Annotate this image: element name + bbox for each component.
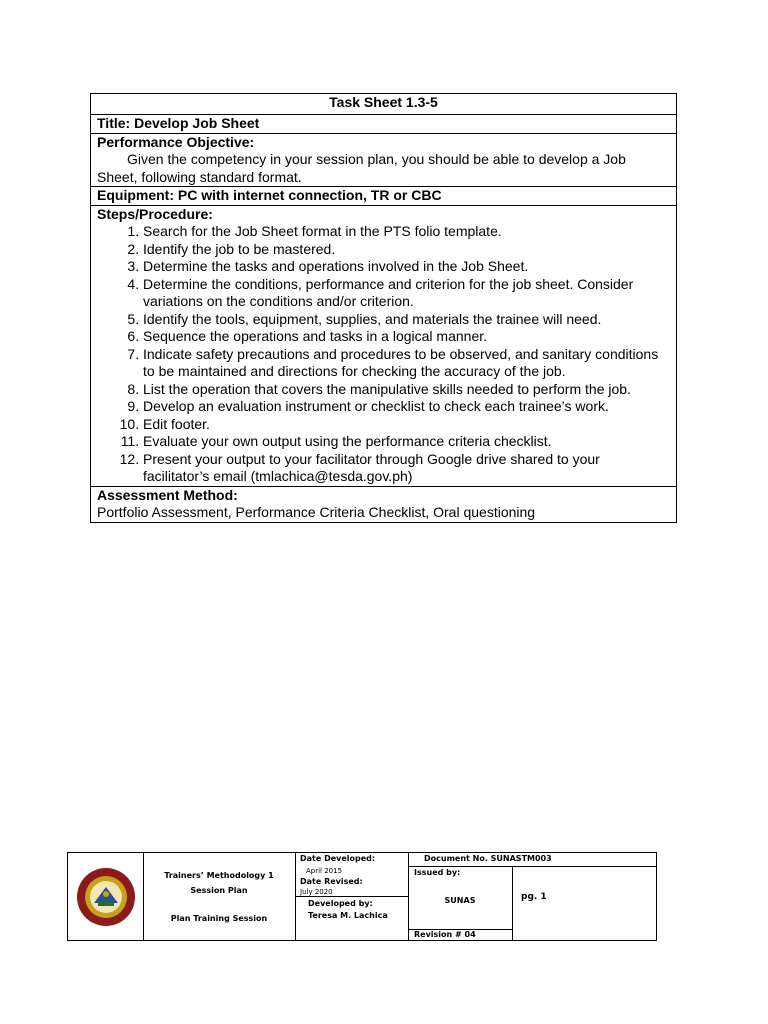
task-sheet-heading: Task Sheet 1.3-5 <box>91 94 677 115</box>
step-item: 3. Determine the tasks and operations involved in the Job Sheet. <box>143 258 670 276</box>
developed-by-label: Developed by: <box>308 899 373 908</box>
school-seal <box>74 857 138 937</box>
date-revised: July 2020 <box>300 888 333 896</box>
issued-by-label: Issued by: <box>414 868 461 877</box>
assessment-cell <box>91 486 677 522</box>
document-number: Document No. SUNASTM003 <box>424 854 552 863</box>
issued-by: SUNAS <box>444 896 476 905</box>
date-developed-label: Date Developed: <box>300 854 376 863</box>
step-item: 6. Sequence the operations and tasks in a logical manner. <box>143 328 670 346</box>
assessment-text: Portfolio Assessment, Performance Criteria Checklist, Oral questioning <box>97 504 536 520</box>
session-title: Plan Training Session <box>170 914 268 923</box>
page-number: pg. 1 <box>521 892 547 902</box>
task-title: Title: Develop Job Sheet <box>91 115 677 134</box>
step-item: 5. Identify the tools, equipment, supplies, and materials the trainee will need. <box>143 311 670 329</box>
step-item: 8. List the operation that covers the manipulative skills needed to perform the job. <box>143 381 670 399</box>
objective-label: Performance Objective: <box>97 133 255 150</box>
step-item: 9. Develop an evaluation instrument or checklist to check each trainee’s work. <box>143 398 670 416</box>
steps-cell <box>91 205 677 486</box>
date-developed: April 2015 <box>306 867 343 875</box>
performance-objective-cell <box>91 133 677 187</box>
seal-icon <box>74 857 138 937</box>
date-revised-label: Date Revised: <box>300 877 363 886</box>
step-item: 7. Indicate safety precautions and procedures to be observed, and sanitary conditions to be maintained and directions for checking the accuracy of the job. <box>143 346 670 381</box>
steps-label: Steps/Procedure: <box>97 205 213 222</box>
developed-by: Teresa M. Lachica <box>308 911 388 920</box>
task-sheet-table <box>90 93 677 523</box>
document-footer <box>67 852 657 941</box>
revision-number: Revision # 04 <box>414 930 476 939</box>
course-name: Trainers’ Methodology 1 <box>164 871 274 880</box>
step-item: 2. Identify the job to be mastered. <box>143 241 670 259</box>
assessment-label: Assessment Method: <box>97 486 238 503</box>
step-item: 4. Determine the conditions, performance and criterion for the job sheet. Consider variations on the conditions and/or criterion. <box>143 276 670 311</box>
step-item: 1. Search for the Job Sheet format in the PTS folio template. <box>143 223 670 241</box>
step-item: 10. Edit footer. <box>143 416 670 434</box>
session-plan-label: Session Plan <box>190 886 248 895</box>
step-item: 11. Evaluate your own output using the performance criteria checklist. <box>143 433 670 451</box>
equipment-row: Equipment: PC with internet connection, TR or CBC <box>91 187 677 206</box>
step-item: 12. Present your output to your facilitator through Google drive shared to your facilitator’s email (tmlachica@tesda.gov.ph) <box>143 451 670 486</box>
objective-text: Given the competency in your session plan, you should be able to develop a Job Sheet, following standard format. <box>97 151 626 185</box>
steps-list <box>97 223 670 486</box>
